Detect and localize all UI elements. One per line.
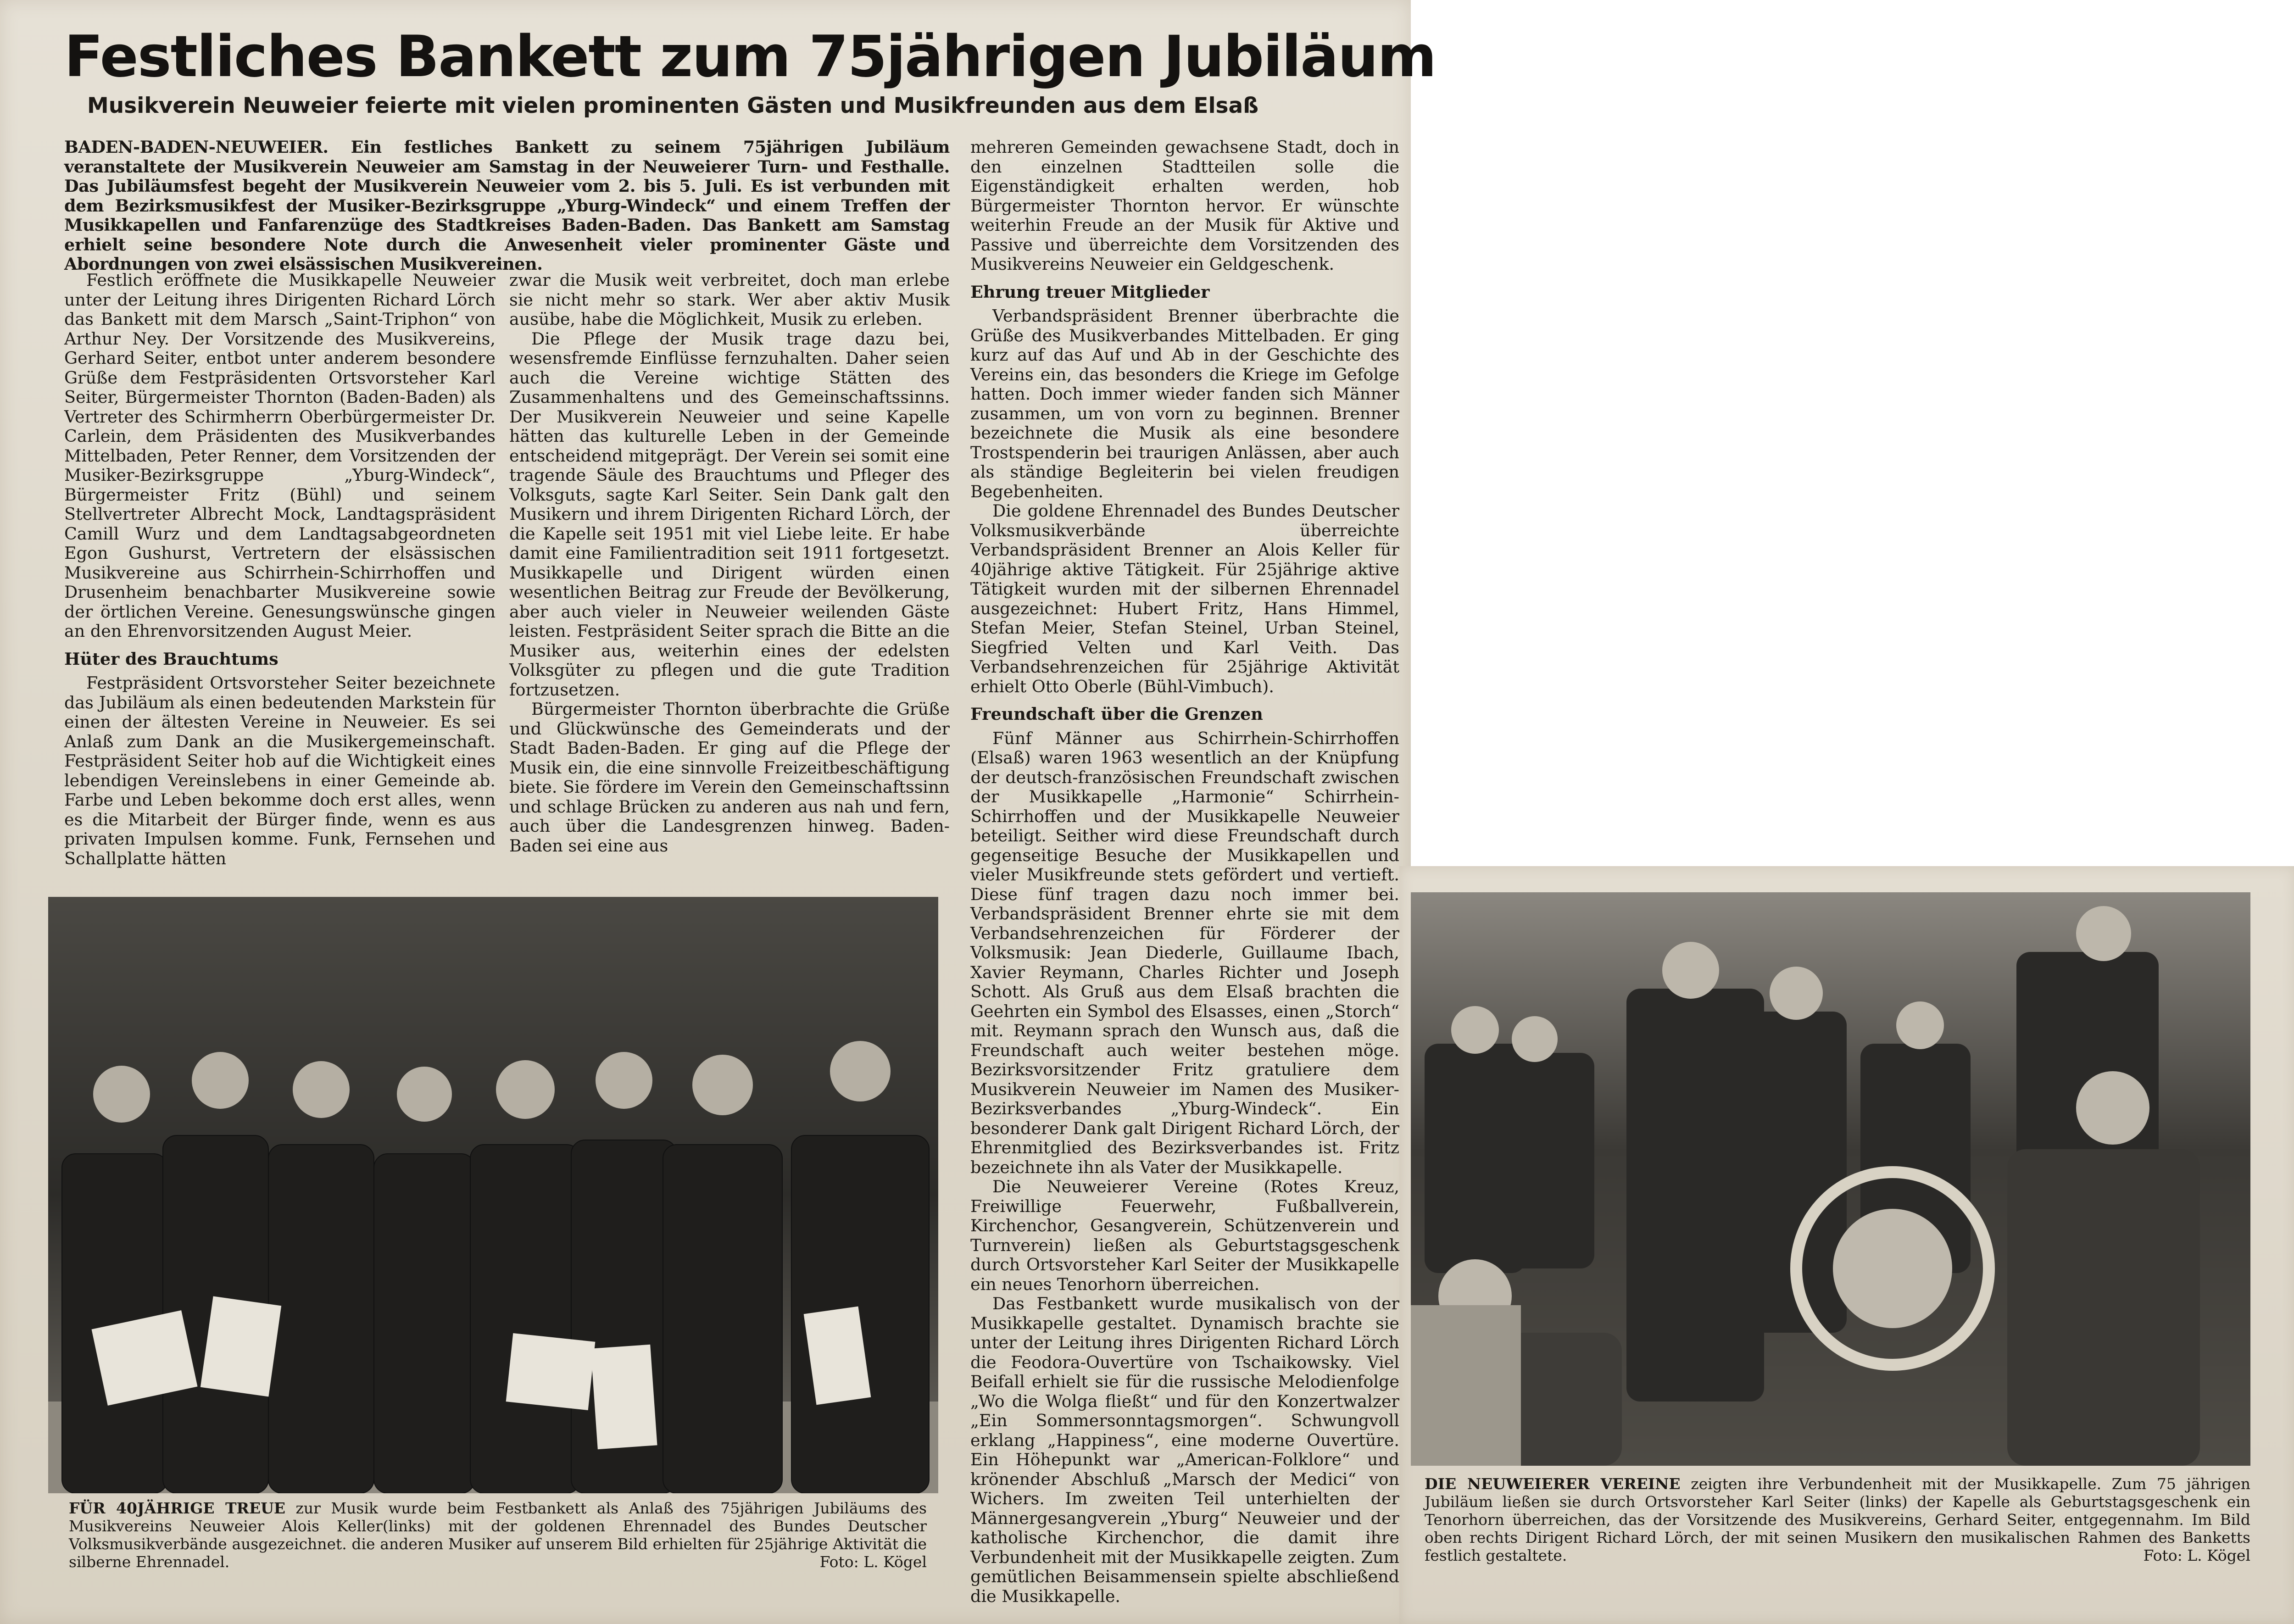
photo-credit-right: Foto: L. Kögel [2143, 1546, 2250, 1564]
paragraph: Die Pflege der Musik trage dazu bei, wesensfremde Einflüsse fernzuhalten. Daher seien auch die Vereine wichtige Stätten des Zusammenhaltens und des Gemeinschaftssinns. Der Musikverein Neuweier und seine Kapelle hätten das kulturelle Leben in der Gemeinde entscheidend mitgeprägt. Der Verein sei somit eine tragende Säule des Brauchtums und Pfleger des Volksguts, sagte Karl Seiter. Sein Dank galt den Musikern und ihrem Dirigenten Richard Lörch, der die Kapelle seit 1951 mit viel Liebe leite. Er habe damit eine Familientradition seit 1911 fortgesetzt. Musikkapelle und Dirigent würden einen wesentlichen Beitrag zur Freude der Bevölkerung, aber auch vieler in Neuweier weilenden Gäste leisten. Festpräsident Seiter sprach die Bitte an die Musiker aus, weiterhin eines der edelsten Volksgüter zu pflegen und die gute Tradition fortzusetzen. [509, 328, 950, 700]
caption-right-text: zeigten ihre Verbundenheit mit der Musikkapelle. Zum 75 jährigen Jubiläum ließen sie durch Ortsvorsteher Karl Seiter (links) der Kapelle als Geburtstagsgeschenk ein Tenorhorn überreichen, das der Vorsitzende des Musikvereins, Gerhard Seiter, entgegennahm. Im Bild oben rechts Dirigent Richard Lörch, der mit seinen Musikern den musikalischen Rahmen des Banketts festlich gestaltete. [1425, 1475, 2250, 1564]
caption-left-photo [69, 1499, 927, 1571]
article-column-2 [509, 271, 950, 856]
article-column-3 [970, 138, 1399, 1606]
paragraph: zwar die Musik weit verbreitet, doch man erlebe sie nicht mehr so stark. Wer aber aktiv Musik ausübe, habe die Möglichkeit, Musik zu erleben. [509, 270, 950, 329]
paragraph: Festpräsident Ortsvorsteher Seiter bezeichnete das Jubiläum als einen bedeutenden Markstein für einen der ältesten Vereine in Neuweier. Es sei Anlaß zum Dank an die Musikergemeinschaft. Festpräsident Seiter hob auf die Wichtigkeit eines lebendigen Vereinslebens in einer Gemeinde ab. Farbe und Leben bekomme doch erst alles, wenn es die Mitarbeit der Bürger finde, wenn es aus privaten Impulsen komme. Funk, Fernsehen und Schallplatte hätten [64, 673, 496, 868]
subhead-freundschaft: Freundschaft über die Grenzen [970, 704, 1263, 724]
paragraph: Das Festbankett wurde musikalisch von der Musikkapelle gestaltet. Dynamisch brachte sie unter der Leitung ihres Dirigenten Richard Lörch die Feodora-Ouvertüre von Tschaikowsky. Viel Beifall erhielt sie für die russische Melodienfolge „Wo die Wolga fließt“ und für den Konzertwalzer „Ein Sommersonntagsmorgen“. Schwungvoll erklang „Happiness“, eine moderne Ouvertüre. Ein Höhepunkt war „American-Folklore“ und krönender Abschluß „Marsch der Medici“ von Wichers. Im zweiten Teil unterhielten der Männergesangverein „Yburg“ Neuweier und der katholische Kirchenchor, die damit ihre Verbundenheit mit der Musikkapelle zeigten. Zum gemütlichen Beisammensein spielte abschließend die Musikkapelle. [970, 1294, 1399, 1606]
caption-left-kicker: FÜR 40JÄHRIGE TREUE [69, 1499, 286, 1517]
caption-left-text: zur Musik wurde beim Festbankett als Anlaß des 75jährigen Jubiläums des Musikvereins Neuweier Alois Keller(links) mit der goldenen Ehrennadel des Bundes Deutscher Volksmusikverbände ausgezeichnet. die anderen Musiker auf unserem Bild erhielten für 25jährige Aktivität die silberne Ehrennadel. [69, 1499, 927, 1571]
paragraph: Die goldene Ehrennadel des Bundes Deutscher Volksmusikverbände überreichte Verbandspräsident Brenner an Alois Keller für 40jährige aktive Tätigkeit. Für 25jährige aktive Tätigkeit wurden mit der silbernen Ehrennadel ausgezeichnet: Hubert Fritz, Hans Himmel, Stefan Meier, Stefan Steinel, Urban Steinel, Siegfried Velten und Karl Veith. Das Verbandsehrenzeichen für 25jährige Aktivität erhielt Otto Oberle (Bühl-Vimbuch). [970, 501, 1399, 696]
paragraph: mehreren Gemeinden gewachsene Stadt, doch in den einzelnen Stadtteilen solle die Eigenständigkeit erhalten werden, hob Bürgermeister Thornton hervor. Er wünschte weiterhin Freude an der Musik für Aktive und Passive und überreichte dem Vorsitzenden des Musikvereins Neuweier ein Geldgeschenk. [970, 137, 1399, 274]
article-headline: Festliches Bankett zum 75jährigen Jubiläum [64, 24, 1436, 90]
photo-credit-left: Foto: L. Kögel [819, 1553, 927, 1571]
dateline: BADEN-BADEN-NEUWEIER. [64, 137, 329, 157]
paragraph: Festlich eröffnete die Musikkapelle Neuweier unter der Leitung ihres Dirigenten Richard Lörch das Bankett mit dem Marsch „Saint-Triphon“ von Arthur Ney. Der Vorsitzende des Musikvereins, Gerhard Seiter, entbot unter anderem besondere Grüße dem Festpräsidenten Ortsvorsteher Karl Seiter, Bürgermeister Thornton (Baden-Baden) als Vertreter des Schirmherrn Oberbürgermeister Dr. Carlein, dem Präsidenten des Musikverbandes Mittelbaden, Peter Renner, dem Vorsitzenden der Musiker-Bezirksgruppe „Yburg-Windeck“, Bürgermeister Fritz (Bühl) und seinem Stellvertreter Albrecht Mock, Landtagspräsident Camill Wurz und dem Landtagsabgeordneten Egon Gushurst, Vertretern der elsässischen Musikvereine aus Schirrhein-Schirrhoffen und Drusenheim benachbarter Musikvereine sowie der örtlichen Vereine. Genesungswünsche gingen an den Ehrenvorsitzenden August Meier. [64, 270, 496, 641]
subhead-ehrung: Ehrung treuer Mitglieder [970, 282, 1210, 302]
subhead-brauchtum: Hüter des Brauchtums [64, 649, 278, 669]
lead-text: Ein festliches Bankett zu seinem 75jährigen Jubiläum veranstaltete der Musikverein Neuweier am Samstag in der Neuweierer Turn- und Festhalle. Das Jubiläumsfest begeht der Musikverein Neuweier vom 2. bis 5. Juli. Es ist verbunden mit dem Bezirksmusikfest der Musiker-Bezirksgruppe „Yburg-Windeck“ und einem Treffen der Musikkapellen und Fanfarenzüge des Stadtkreises Baden-Baden. Das Bankett am Samstag erhielt seine besondere Note durch die Anwesenheit vieler prominenter Gäste und Abordnungen von zwei elsässischen Musikvereinen. [64, 137, 950, 274]
photo-tenorhorn-presentation-image [1411, 892, 2250, 1466]
photo-tenorhorn-presentation [1411, 892, 2250, 1466]
photo-honored-musicians-image [48, 897, 938, 1493]
article-lead [64, 138, 950, 274]
article-column-1 [64, 271, 496, 868]
paragraph: Fünf Männer aus Schirrhein-Schirrhoffen (Elsaß) waren 1963 wesentlich an der Knüpfung der deutsch-französischen Freundschaft zwischen der Musikkapelle „Harmonie“ Schirrhein-Schirrhoffen und der Musikkapelle Neuweier beteiligt. Seither wird diese Freundschaft durch gegenseitige Besuche der Musikkapellen und vieler Musikfreunde stets gefördert und vertieft. Diese fünf tragen dazu noch immer bei. Verbandspräsident Brenner ehrte sie mit dem Verbandsehrenzeichen für Förderer der Volksmusik: Jean Diederle, Guillaume Ibach, Xavier Reymann, Charles Richter und Joseph Schott. Als Gruß aus dem Elsaß brachten die Geehrten ein Symbol des Elsasses, einen „Storch“ mit. Reymann sprach den Wunsch aus, daß die Freundschaft auch weiter bestehen möge. Bezirksvorsitzender Fritz gratuliere dem Musikverein Neuweier im Namen des Musiker-Bezirksverbandes „Yburg-Windeck“. Ein besonderer Dank galt Dirigent Richard Lörch, der Ehrenmitglied des Bezirksverbandes ist. Fritz bezeichnete ihn als Vater der Musikkapelle. [970, 728, 1399, 1177]
article-subheadline: Musikverein Neuweier feierte mit vielen prominenten Gästen und Musikfreunden aus dem Elsaß [87, 93, 1259, 118]
photo-honored-musicians [48, 897, 938, 1493]
paragraph: Die Neuweierer Vereine (Rotes Kreuz, Freiwillige Feuerwehr, Fußballverein, Kirchenchor, Gesangverein, Schützenverein und Turnverein) ließen als Geburtstagsgeschenk durch Ortsvorsteher Karl Seiter der Musikkapelle ein neues Tenorhorn überreichen. [970, 1177, 1399, 1294]
caption-right-kicker: DIE NEUWEIERER VEREINE [1425, 1475, 1681, 1493]
caption-right-photo [1425, 1475, 2250, 1564]
paragraph: Bürgermeister Thornton überbrachte die Grüße und Glückwünsche des Gemeinderats und der Stadt Baden-Baden. Er ging auf die Pflege der Musik ein, die eine sinnvolle Freizeitbeschäftigung biete. Sie fördere im Verein den Gemeinschaftssinn und schlage Brücken zu anderen aus nah und fern, auch über die Landesgrenzen hinweg. Baden-Baden sei eine aus [509, 699, 950, 856]
paragraph: Verbandspräsident Brenner überbrachte die Grüße des Musikverbandes Mittelbaden. Er ging kurz auf das Auf und Ab in der Geschichte des Vereins ein, das besonders die Kriege im Gefolge hatten. Doch immer wieder fanden sich Männer zusammen, um von vorn zu beginnen. Brenner bezeichnete die Musik als eine besondere Trostspenderin bei traurigen Anlässen, aber auch als ständige Begleiterin bei vielen freudigen Begebenheiten. [970, 306, 1399, 501]
